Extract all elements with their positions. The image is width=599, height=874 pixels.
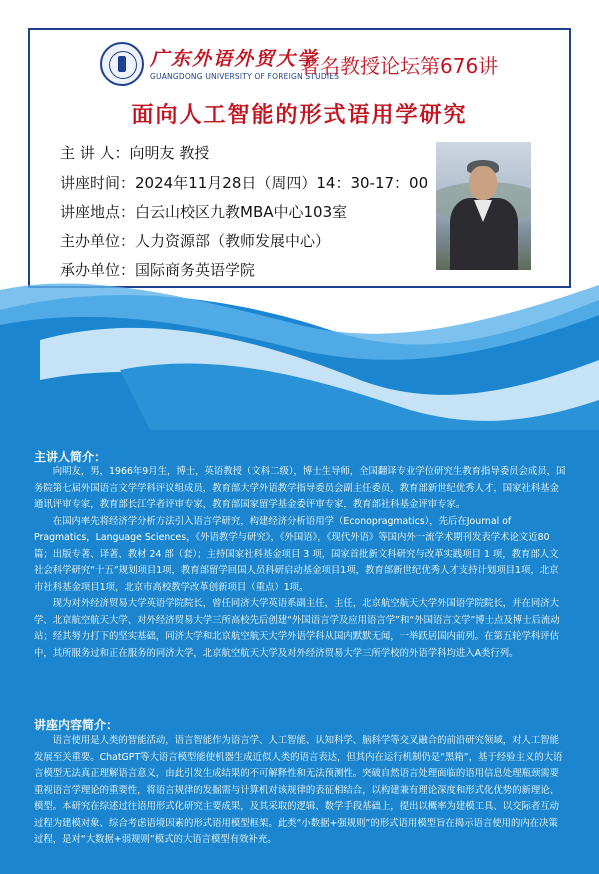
info-venue: 讲座地点：白云山校区九教MBA中心103室 [60, 203, 348, 221]
university-logo [100, 42, 340, 88]
speaker-intro-paragraph-2: 在国内率先将经济学分析方法引入语言学研究，构建经济分析语用学（Econopragmatics），先后在Journal of Pragmatics，Language Sciences，《外语教学与研究》，《外国语》，《现代外语》等国内外一流学术期刊发表学术论文近80篇；出版专著、译著、教材 24 部（套）；主持国家社科基金项目 3 项，国家首批新文科研究与改革实践项目 1 项，教育部人文社会科学研究“十五”规划项目1项，教育部留学回国人员科研启动基金项目1项，教育部新世纪优秀人才支持计划项目1项，北京市社科基金项目1项，北京市高校教学改革创新项目（重点）1项。 [34, 515, 559, 593]
university-name-en: GUANGDONG UNIVERSITY OF FOREIGN STUDIES [150, 72, 340, 81]
university-name-cn: 广东外语外贸大学 [150, 48, 319, 70]
lecture-title: 面向人工智能的形式语用学研究 [131, 102, 468, 128]
lecture-series: 著名教授论坛第676讲 [300, 54, 499, 78]
lecture-intro-heading: 讲座内容简介： [34, 718, 119, 732]
speaker-photo [436, 142, 531, 270]
info-speaker: 主 讲 人：向明友 教授 [60, 144, 210, 162]
info-organizer: 承办单位：国际商务英语学院 [60, 261, 256, 279]
info-time: 讲座时间：2024年11月28日（周四）14：30-17：00 [60, 174, 429, 192]
speaker-intro-paragraph-3: 现为对外经济贸易大学英语学院院长，曾任同济大学英语系副主任，主任，北京航空航天大学外国语学院院长，并在同济大学、北京航空航天大学、对外经济贸易大学三所高校先后创建“外国语言学及应用语言学”和“外国语言文学”博士点及博士后流动站；经其努力打下的坚实基础，同济大学和北京航空航天大学外语学科从国内默默无闻，一举跃居国内前列。在第五轮学科评估中，其所服务过和正在服务的同济大学，北京航空航天大学及对外经济贸易大学三所学校的外语学科均进入A类行列。 [34, 598, 560, 659]
wave-decoration [0, 270, 599, 450]
speaker-intro-paragraph-1: 向明友，男，1966年9月生，博士，英语教授（文科二级），博士生导师，全国翻译专业学位研究生教育指导委员会成员，国务院第七届外国语言文学学科评议组成员，教育部大学外语教学指导委员会副主任委员，教育部新世纪优秀人才，国家社科基金通讯评审专家，教育部长江学者评审专家，教育部国家留学基金委评审专家，教育部社科基金评审专家。 [34, 466, 566, 510]
lecture-intro-text [34, 733, 566, 849]
info-host: 主办单位：人力资源部（教师发展中心） [60, 232, 331, 250]
speaker-intro-heading: 主讲人简介： [34, 450, 107, 464]
university-seal-icon [100, 42, 144, 86]
speaker-intro-text [34, 464, 566, 662]
lecture-intro-paragraph-1: 语言使用是人类的智能活动，语言智能作为语言学、人工智能、认知科学、脑科学等交叉融合的前沿研究领域，对人工智能发展至关重要。ChatGPT等大语言模型能使机器生成近似人类的语言表达，但其内在运行机制仍是“黑箱”，基于经验主义的大语言模型无法真正理解语言意义，由此引发生成结果的不可解释性和无法预测性。突破自然语言处理面临的语用信息处理瓶颈需要重视语言学理论的重要性，将语言规律的发掘需与计算机对该规律的表征相结合，以构建兼有理论深度和形式化优势的新理论、模型。本研究在综述过往语用形式化研究主要成果，及其采取的逻辑、数学手段基础上，提出以概率为建模工具、以交际者互动过程为建模对象、综合考虑语境因素的形式语用模型框架。此类“小数据+强规则”的形式语用模型旨在揭示语言使用的内在决策过程，是对“大数据+弱规则”模式的大语言模型有效补充。 [34, 735, 563, 845]
